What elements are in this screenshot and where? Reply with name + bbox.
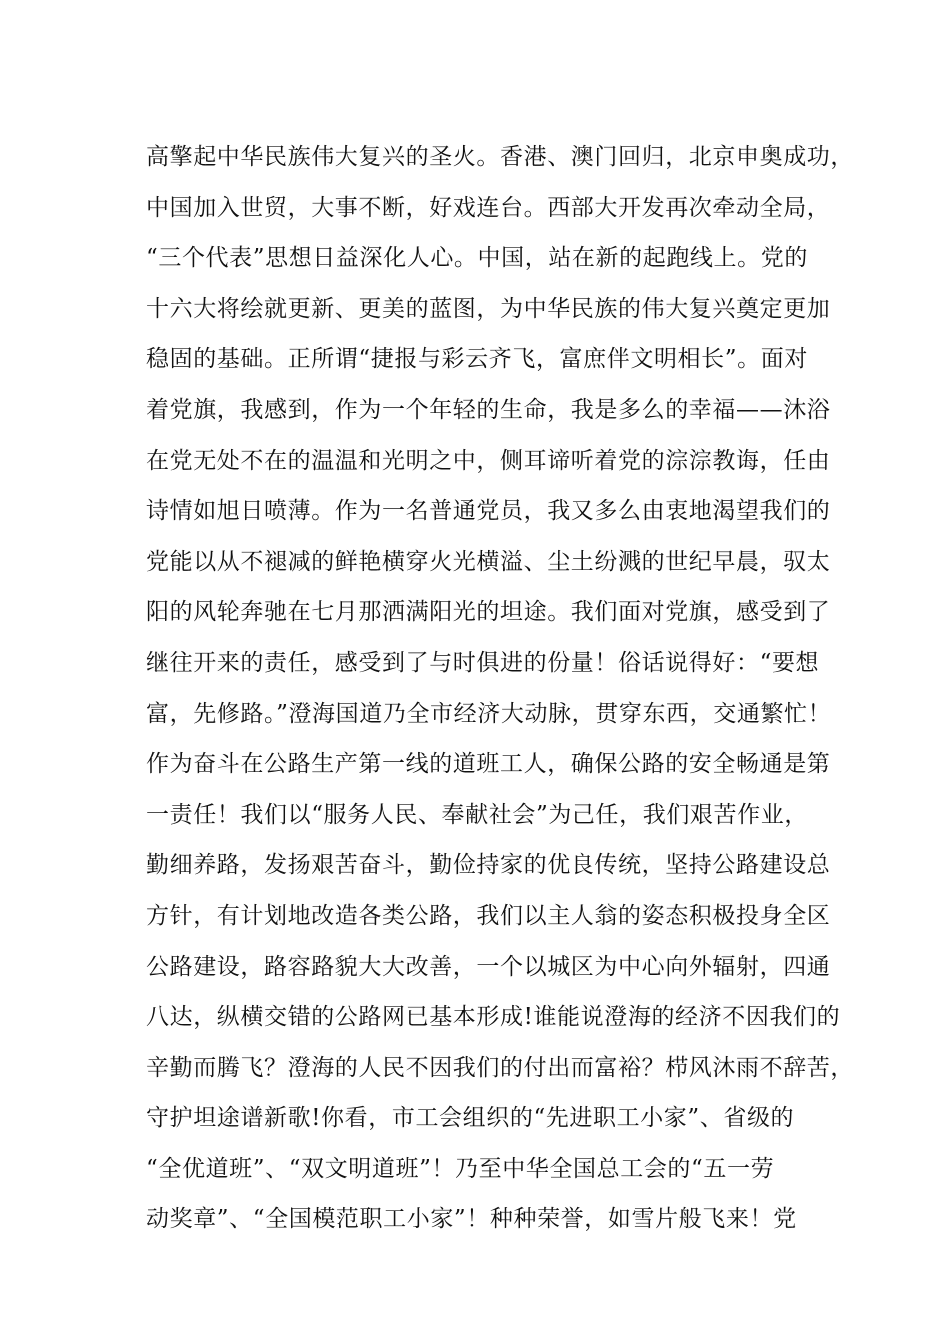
text-line: 富，先修路。”澄海国道乃全市经济大动脉，贯穿东西，交通繁忙！	[146, 700, 832, 727]
text-line: 公路建设，路容路貌大大改善，一个以城区为中心向外辐射，四通	[146, 953, 831, 980]
text-line: 守护坦途谱新歌!你看，市工会组织的“先进职工小家”、省级的	[146, 1105, 795, 1132]
text-line: 着党旗，我感到，作为一个年轻的生命，我是多么的幸福——沐浴	[146, 396, 831, 423]
text-line: 八达，纵横交错的公路网已基本形成!谁能说澄海的经济不因我们的	[146, 1004, 841, 1031]
text-line: 稳固的基础。正所谓“捷报与彩云齐飞，富庶伴文明相长”。面对	[146, 346, 808, 373]
text-line: 十六大将绘就更新、更美的蓝图，为中华民族的伟大复兴奠定更加	[146, 295, 831, 322]
text-line: 在党无处不在的温温和光明之中，侧耳谛听着党的淙淙教诲，任由	[146, 447, 831, 474]
text-line: 中国加入世贸，大事不断，好戏连台。西部大开发再次牵动全局，	[146, 194, 831, 221]
text-line: 诗情如旭日喷薄。作为一名普通党员，我又多么由衷地渴望我们的	[146, 498, 831, 525]
text-line: 辛勤而腾飞？澄海的人民不因我们的付出而富裕？栉风沐雨不辞苦，	[146, 1054, 854, 1081]
text-line: 继往开来的责任，感受到了与时俱进的份量！俗话说得好：“要想	[146, 649, 820, 676]
text-line: 阳的风轮奔驰在七月那洒满阳光的坦途。我们面对党旗，感受到了	[146, 599, 831, 626]
text-line: 党能以从不褪减的鲜艳横穿火光横溢、尘土纷溅的世纪早晨，驭太	[146, 548, 831, 575]
body-text	[146, 132, 854, 1245]
text-line: “全优道班”、“双文明道班”！乃至中华全国总工会的“五一劳	[146, 1155, 775, 1182]
text-line: 勤细养路，发扬艰苦奋斗，勤俭持家的优良传统，坚持公路建设总	[146, 852, 831, 879]
text-line: 一责任！我们以“服务人民、奉献社会”为己任，我们艰苦作业，	[146, 801, 808, 828]
text-line: 动奖章”、“全国模范职工小家”！种种荣誉，如雪片般飞来！党	[146, 1206, 797, 1233]
text-line: 作为奋斗在公路生产第一线的道班工人，确保公路的安全畅通是第	[146, 751, 831, 778]
text-line: 方针，有计划地改造各类公路，我们以主人翁的姿态积极投身全区	[146, 902, 831, 929]
text-line: “三个代表”思想日益深化人心。中国，站在新的起跑线上。党的	[146, 245, 808, 272]
text-line: 高擎起中华民族伟大复兴的圣火。香港、澳门回归，北京申奥成功，	[146, 144, 854, 170]
